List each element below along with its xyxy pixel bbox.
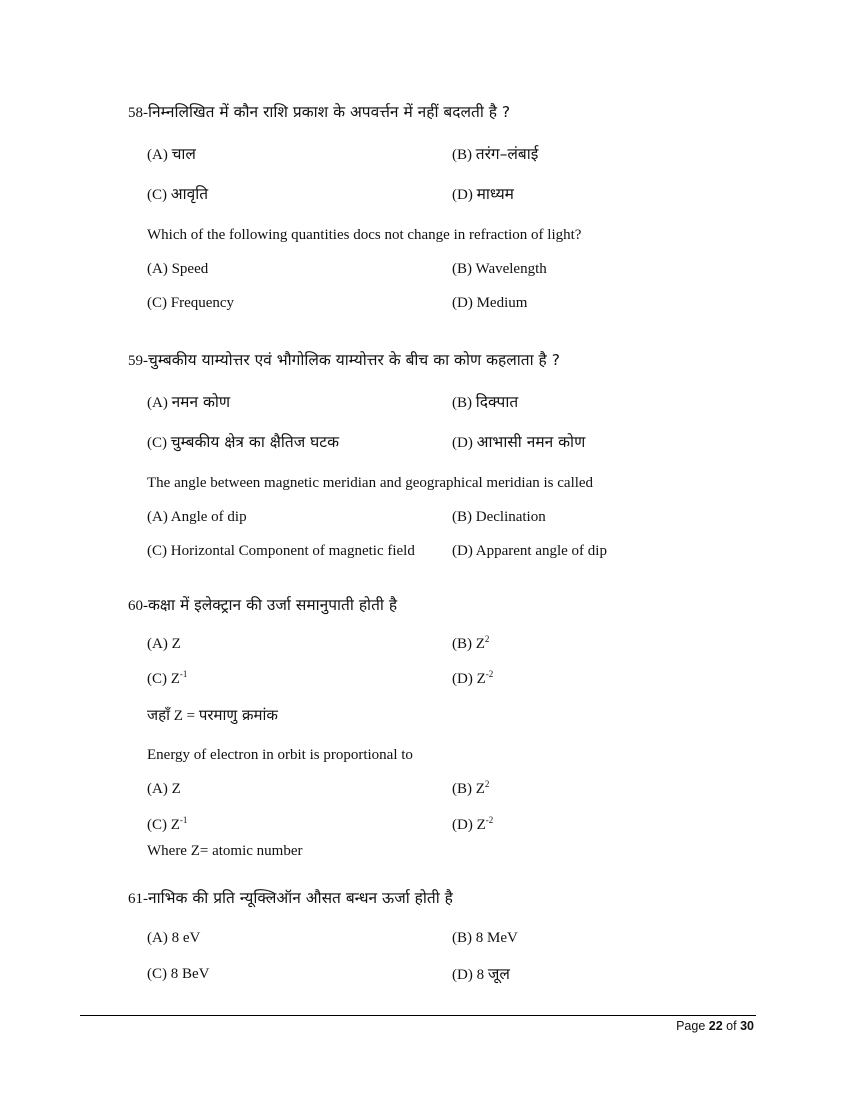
q61-option-a — [147, 929, 200, 947]
option-text: Horizontal Component of magnetic field — [170, 543, 415, 559]
option-label: (D) — [452, 671, 473, 687]
q58-hindi-option-c — [147, 185, 208, 204]
option-text: दिक्पात — [475, 393, 519, 411]
option-label: (B) — [452, 509, 472, 525]
q60-english-option-d — [452, 816, 493, 834]
option-label: (D) — [452, 817, 473, 833]
q59-english-option-c — [147, 542, 415, 560]
q58-hindi-option-d — [452, 185, 514, 204]
option-text: 8 BeV — [170, 966, 210, 982]
q60-english-note: Where Z= atomic number — [147, 843, 303, 859]
q58-hindi-option-b — [452, 145, 538, 164]
question-text: नाभिक की प्रति न्यूक्लिऑन औसत बन्धन ऊर्जा होती है — [148, 889, 453, 907]
option-unit: जूल — [487, 965, 510, 983]
option-label: (D) — [452, 967, 473, 983]
option-label: (C) — [147, 966, 167, 982]
q59-hindi-option-c — [147, 433, 339, 452]
question-60-english: Energy of electron in orbit is proportional to — [147, 747, 413, 763]
q59-english-option-b — [452, 508, 546, 526]
question-58-hindi — [128, 103, 510, 122]
question-number: 59- — [128, 353, 148, 369]
option-label: (A) — [147, 781, 168, 797]
option-base: Z — [475, 636, 485, 652]
option-label: (D) — [452, 435, 473, 451]
option-text: Wavelength — [475, 261, 547, 277]
option-label: (C) — [147, 435, 167, 451]
option-label: (A) — [147, 261, 168, 277]
q61-option-d — [452, 965, 510, 984]
q59-hindi-option-d — [452, 433, 585, 452]
of-word: of — [726, 1019, 737, 1033]
option-label: (C) — [147, 187, 167, 203]
option-base: Z — [170, 817, 180, 833]
option-exponent: -2 — [485, 815, 494, 825]
option-label: (C) — [147, 671, 167, 687]
option-text: माध्यम — [476, 185, 514, 203]
option-text: Speed — [171, 261, 209, 277]
option-label: (D) — [452, 543, 473, 559]
option-text: नमन कोण — [171, 393, 231, 411]
option-exponent: -2 — [485, 669, 494, 679]
option-text: Medium — [476, 295, 528, 311]
q61-option-b — [452, 929, 518, 947]
option-label: (D) — [452, 187, 473, 203]
option-label: (B) — [452, 930, 472, 946]
question-59-english: The angle between magnetic meridian and geographical meridian is called — [147, 475, 594, 491]
option-label: (B) — [452, 147, 472, 163]
q61-option-c — [147, 965, 210, 983]
note-prefix: जहाँ — [147, 706, 170, 724]
question-60-hindi — [128, 596, 397, 615]
q60-hindi-option-d — [452, 670, 493, 688]
option-text: आभासी नमन कोण — [476, 433, 586, 451]
q60-hindi-note — [147, 706, 278, 725]
q60-english-option-c — [147, 816, 187, 834]
question-text: चुम्बकीय याम्योत्तर एवं भौगोलिक याम्योत्तर के बीच का कोण कहलाता है ? — [148, 351, 560, 369]
footer-divider — [80, 1015, 756, 1016]
question-58-english: Which of the following quantities docs not change in refraction of light? — [147, 227, 582, 243]
option-label: (B) — [452, 636, 472, 652]
page-number — [676, 1019, 754, 1033]
q60-hindi-option-c — [147, 670, 187, 688]
option-text: चाल — [171, 145, 196, 163]
question-text: कक्षा में इलेक्ट्रान की उर्जा समानुपाती होती है — [148, 596, 398, 614]
question-61-hindi — [128, 889, 453, 908]
option-text: आवृति — [170, 185, 209, 203]
option-text: 8 eV — [171, 930, 201, 946]
option-text: Apparent angle of dip — [475, 543, 607, 559]
q59-english-option-d — [452, 542, 607, 560]
option-text: Z — [171, 636, 181, 652]
option-label: (C) — [147, 817, 167, 833]
option-number: 8 — [476, 967, 485, 983]
question-number: 61- — [128, 891, 148, 907]
q60-hindi-option-b — [452, 635, 489, 653]
q59-english-option-a — [147, 508, 247, 526]
q60-hindi-option-a — [147, 635, 181, 653]
option-text: Frequency — [170, 295, 235, 311]
question-number: 58- — [128, 105, 148, 121]
option-label: (A) — [147, 147, 168, 163]
option-label: (B) — [452, 395, 472, 411]
question-number: 60- — [128, 598, 148, 614]
option-label: (C) — [147, 543, 167, 559]
option-text: Declination — [475, 509, 546, 525]
option-text: 8 MeV — [475, 930, 518, 946]
q58-english-option-c — [147, 294, 234, 312]
total-pages: 30 — [740, 1019, 754, 1033]
q59-hindi-option-b — [452, 393, 518, 412]
q60-english-option-b — [452, 780, 489, 798]
option-label: (A) — [147, 636, 168, 652]
option-text: Z — [171, 781, 181, 797]
q58-english-option-d — [452, 294, 527, 312]
option-label: (A) — [147, 509, 168, 525]
option-label: (B) — [452, 261, 472, 277]
option-label: (A) — [147, 930, 168, 946]
current-page: 22 — [708, 1019, 723, 1033]
note-variable: Z = — [173, 708, 196, 724]
q59-hindi-option-a — [147, 393, 230, 412]
question-text: निम्नलिखित में कौन राशि प्रकाश के अपवर्त्तन में नहीं बदलती है ? — [148, 103, 511, 121]
option-label: (D) — [452, 295, 473, 311]
q58-english-option-b — [452, 260, 547, 278]
question-59-hindi — [128, 351, 560, 370]
option-text: Angle of dip — [170, 509, 247, 525]
q58-english-option-a — [147, 260, 208, 278]
option-label: (B) — [452, 781, 472, 797]
option-exponent: 2 — [484, 779, 490, 789]
q60-english-option-a — [147, 780, 181, 798]
option-base: Z — [170, 671, 180, 687]
option-text: तरंग–लंबाई — [475, 145, 539, 163]
option-exponent: -1 — [179, 815, 188, 825]
page-word: Page — [676, 1019, 706, 1033]
option-label: (C) — [147, 295, 167, 311]
note-text: परमाणु क्रमांक — [198, 706, 278, 724]
option-base: Z — [476, 817, 486, 833]
q58-hindi-option-a — [147, 145, 196, 164]
option-text: चुम्बकीय क्षेत्र का क्षैतिज घटक — [170, 433, 340, 451]
option-base: Z — [475, 781, 485, 797]
option-exponent: -1 — [179, 669, 188, 679]
option-exponent: 2 — [484, 634, 490, 644]
option-base: Z — [476, 671, 486, 687]
option-label: (A) — [147, 395, 168, 411]
